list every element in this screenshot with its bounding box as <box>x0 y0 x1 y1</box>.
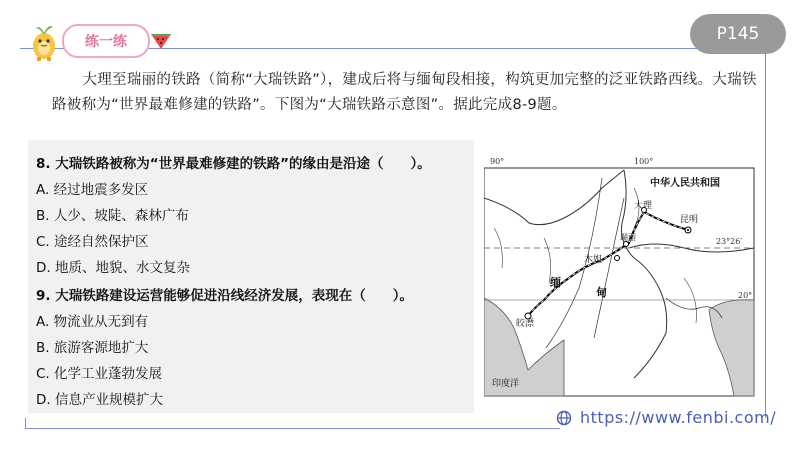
city-label-ruili: 瑞丽 <box>620 233 636 242</box>
lat-label-tropic: 23°26′ <box>716 237 743 246</box>
footer-url[interactable]: https://www.fenbi.com/ <box>580 408 777 427</box>
watermelon-icon <box>150 30 172 50</box>
question-8-option-c[interactable]: C. 途经自然保护区 <box>36 234 149 250</box>
frame-bottom-line <box>25 428 560 429</box>
muse-marker <box>615 256 620 261</box>
question-9-option-a[interactable]: A. 物流业从无到有 <box>36 314 149 330</box>
city-label-muse: 木姐 <box>584 255 603 265</box>
question-8-option-b[interactable]: B. 人少、坡陡、森林广布 <box>36 208 189 224</box>
intro-paragraph: 大理至瑞丽的铁路（简称“大瑞铁路”），建成后将与缅甸段相接，构筑更加完整的泛亚铁路西线。大瑞铁路被称为“世界最难修建的铁路”。下图为“大瑞铁路示意图”。据此完成8-9题。 <box>52 72 757 113</box>
frame-right-line <box>765 48 766 418</box>
question-9-option-c[interactable]: C. 化学工业蓬勃发展 <box>36 366 163 382</box>
footer <box>556 408 776 427</box>
lon-label-100: 100° <box>634 157 654 166</box>
section-title-badge <box>62 24 150 58</box>
question-8-stem: 8. 大瑞铁路被称为“世界最难修建的铁路”的缘由是沿途（ ）。 <box>36 156 431 172</box>
lon-label-90: 90° <box>490 157 505 166</box>
question-9-option-b[interactable]: B. 旅游客源地扩大 <box>36 340 149 356</box>
lat-label-20: 20° <box>738 291 753 300</box>
city-label-kyaukphyu: 皎漂 <box>516 319 535 329</box>
page-number: P145 <box>716 24 760 44</box>
question-8-option-a[interactable]: A. 经过地震多发区 <box>36 182 149 198</box>
china-label: 中华人民共和国 <box>650 178 720 189</box>
myanmar-label-2: 甸 <box>596 286 607 299</box>
railway-map <box>484 148 760 404</box>
page-number-badge <box>690 14 786 54</box>
mascot-icon <box>26 22 62 62</box>
question-8-option-d[interactable]: D. 地质、地貌、水文复杂 <box>36 260 190 276</box>
city-label-kunming: 昆明 <box>680 215 699 225</box>
myanmar-label-1: 缅 <box>550 276 561 289</box>
question-9-option-d[interactable]: D. 信息产业规模扩大 <box>36 392 163 408</box>
ocean-label: 印度洋 <box>492 379 520 389</box>
question-9-stem: 9. 大瑞铁路建设运营能够促进沿线经济发展，表现在（ ）。 <box>36 288 413 304</box>
globe-icon <box>556 410 572 426</box>
city-label-dali: 大理 <box>634 201 653 211</box>
ruili-marker <box>624 242 629 247</box>
frame-left-tick <box>25 418 26 428</box>
section-title: 练一练 <box>85 34 127 50</box>
